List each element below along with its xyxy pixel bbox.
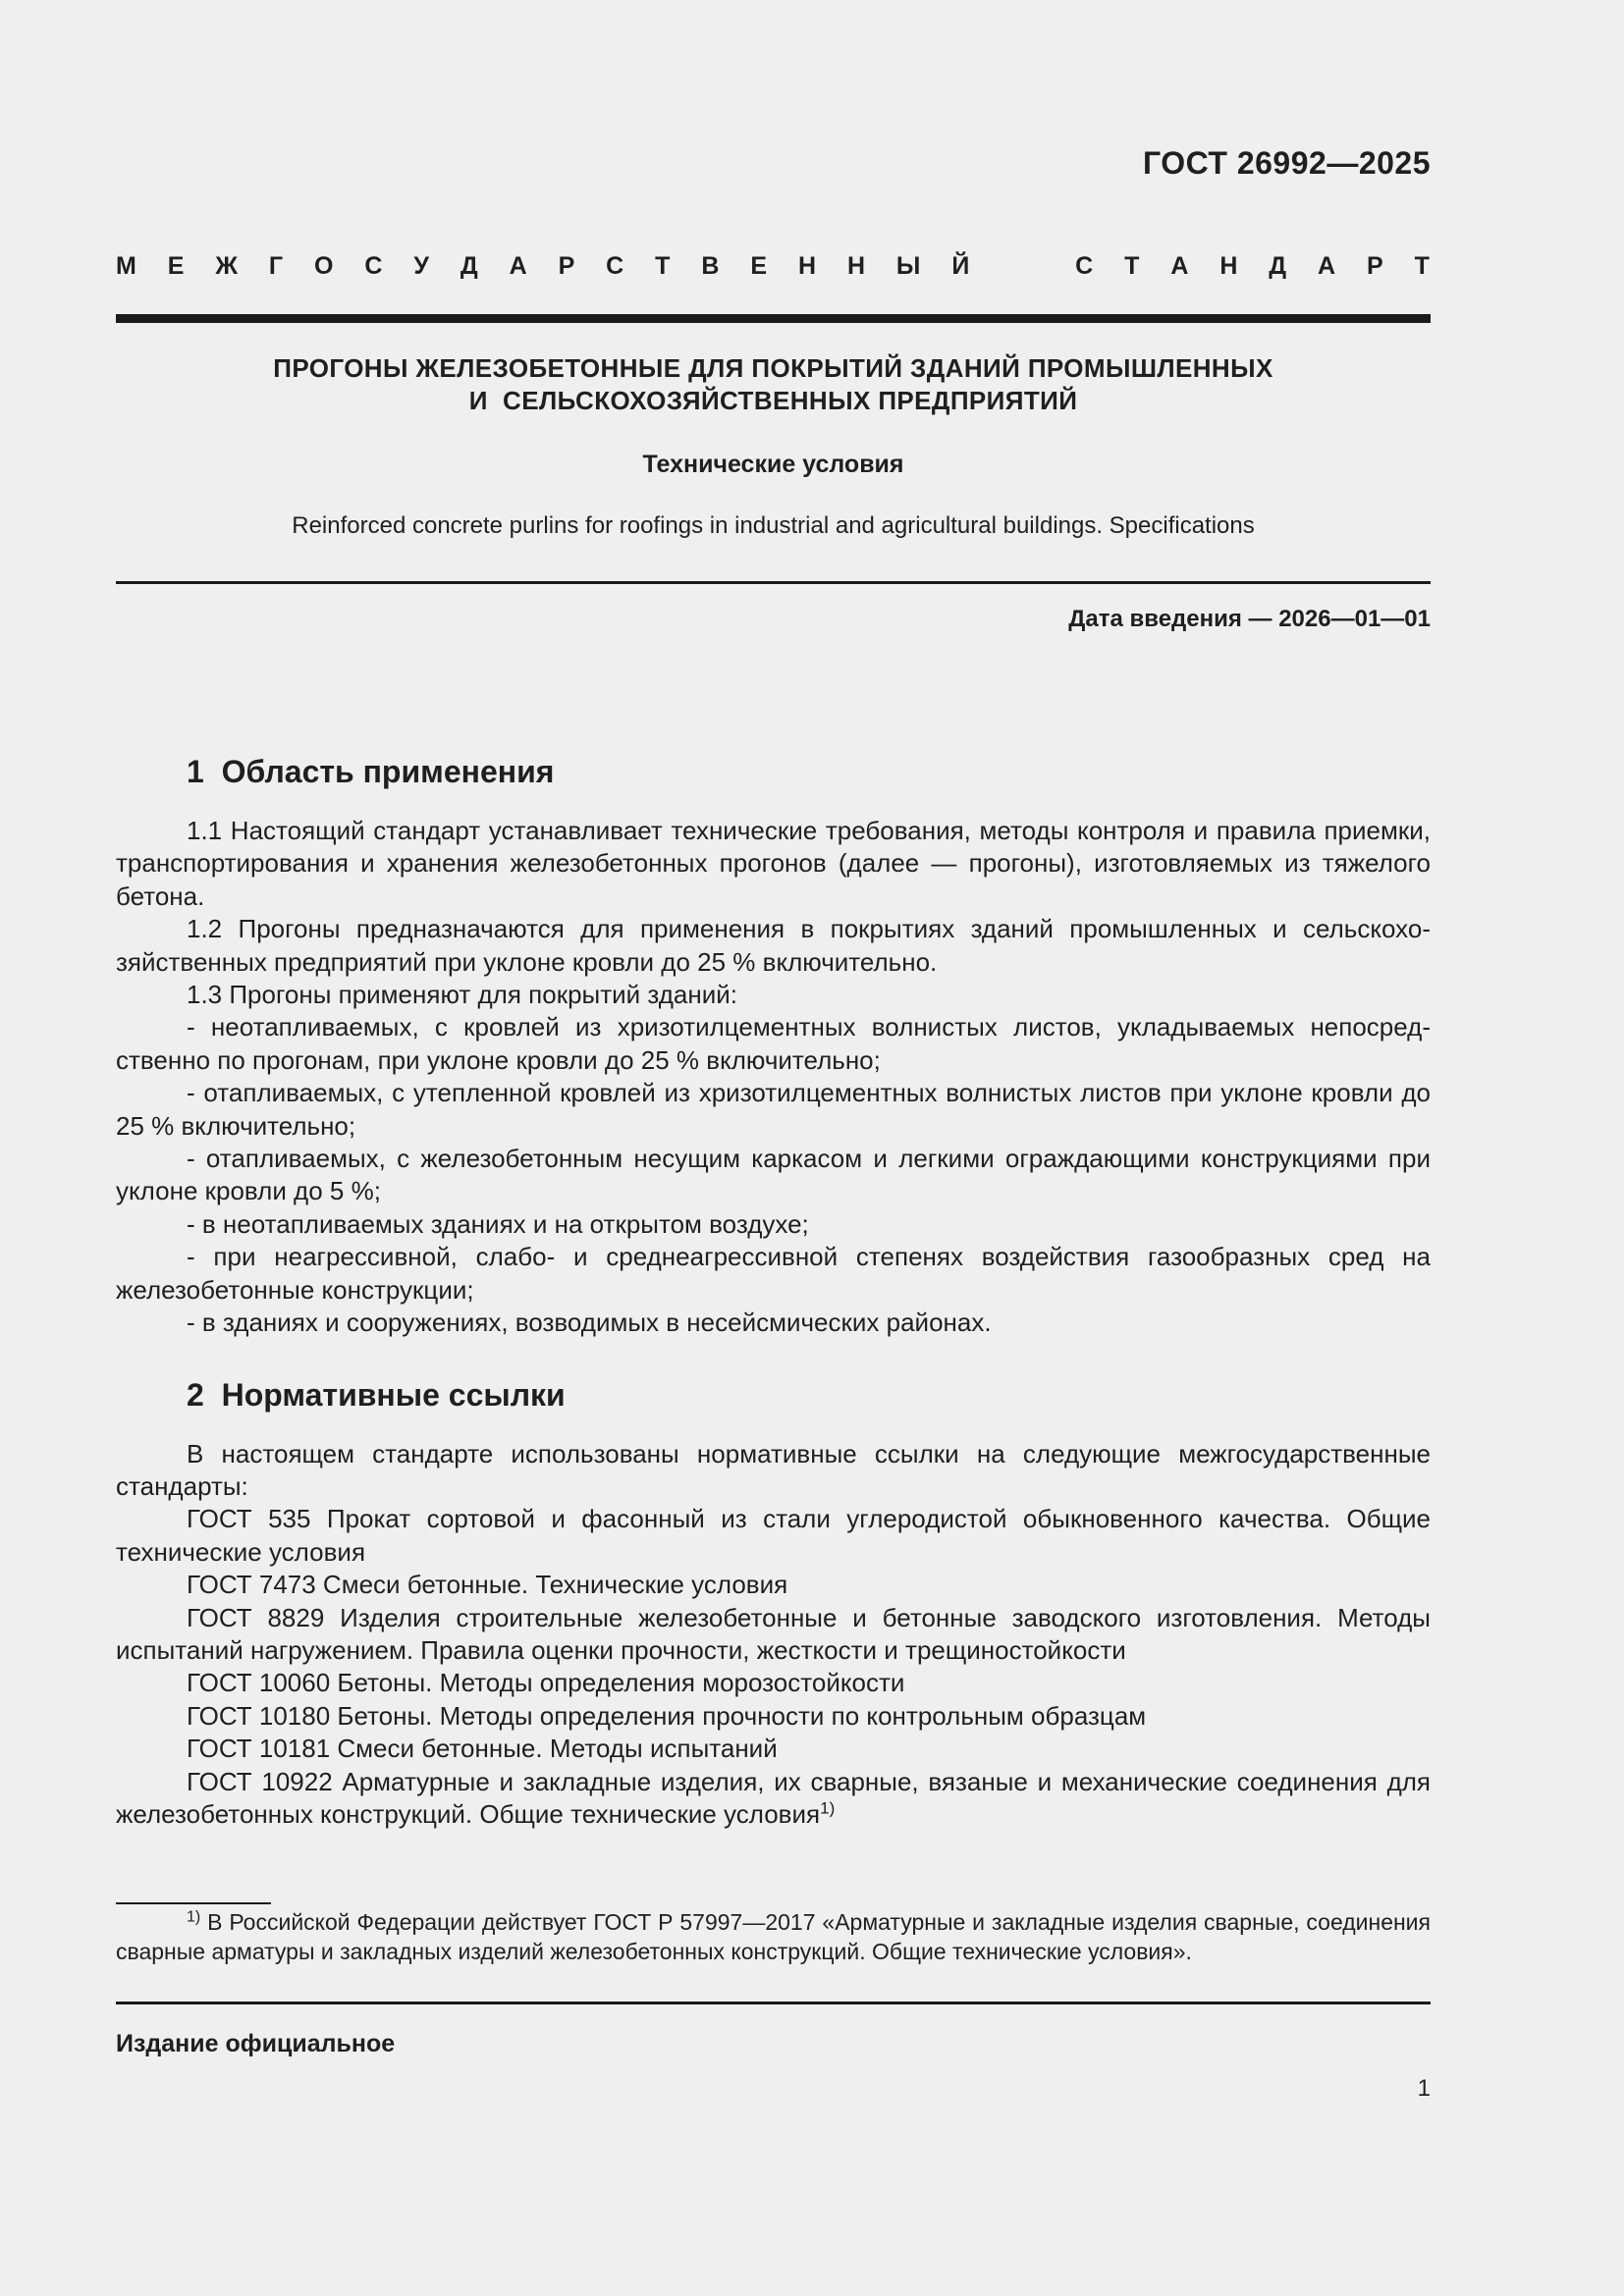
document-number: ГОСТ 26992—2025: [1142, 145, 1431, 181]
title-rule: [116, 581, 1431, 584]
reference-item: ГОСТ 10180 Бетоны. Методы определения прочности по контрольным образцам: [187, 1700, 1147, 1731]
banner-letter: Ж: [215, 252, 238, 280]
section-heading: 2 Нормативные ссылки: [187, 1376, 566, 1413]
banner-letter: Й: [951, 252, 970, 280]
banner-letter: Г: [268, 252, 284, 280]
banner-letter: В: [701, 252, 720, 280]
document-body: [116, 748, 1431, 1831]
banner-letter: А: [509, 252, 527, 280]
interstate-standard-banner: [116, 252, 1430, 281]
official-edition-label: Издание официальное: [116, 2030, 396, 2057]
banner-letter: Т: [1124, 252, 1140, 280]
paragraph: 1.3 Прогоны применяют для покрытий зданий:: [187, 980, 738, 1010]
footnote-marker: 1): [820, 1798, 836, 1818]
header-thick-rule: [116, 314, 1431, 323]
footnote: [116, 1907, 1431, 1966]
introduction-date: Дата введения — 2026—01—01: [1068, 606, 1431, 632]
banner-letter: Д: [1269, 252, 1287, 280]
reference-item-with-footnote: [116, 1766, 1431, 1832]
banner-letter: Е: [750, 252, 768, 280]
banner-letter: Т: [655, 252, 671, 280]
paragraph: В настоящем стандарте использованы нормативные ссылки на следующие межгосударственные стандарты:: [116, 1438, 1431, 1501]
footnote-marker: 1): [187, 1908, 201, 1926]
banner-letter: О: [314, 252, 334, 280]
english-title: Reinforced concrete purlins for roofings in industrial and agricultural buildings. Specifications: [292, 512, 1255, 539]
list-item: - в зданиях и сооружениях, возводимых в несейсмических районах.: [187, 1308, 992, 1338]
banner-letter: Н: [846, 252, 865, 280]
banner-letter: Р: [1367, 252, 1383, 280]
title-line-2: И СЕЛЬСКОХОЗЯЙСТВЕННЫХ ПРЕДПРИЯТИЙ: [468, 386, 1078, 415]
footer-rule: [116, 2002, 1431, 2004]
list-item: - отапливаемых, с утепленной кровлей из хризотилцементных волнистых листов при уклоне кровли до 25 % включительно;: [116, 1078, 1431, 1141]
banner-word-gap: [1001, 252, 1044, 281]
banner-letter: У: [413, 252, 429, 280]
section-heading: 1 Область применения: [187, 754, 555, 789]
footnote-rule: [116, 1902, 271, 1904]
reference-item: ГОСТ 535 Прокат сортовой и фасонный из стали углеродистой обыкновенного качества. Общие технические условия: [116, 1504, 1431, 1567]
banner-letter: Е: [167, 252, 185, 280]
footnote-text: В Российской Федерации действует ГОСТ Р 57997—2017 «Арматурные и закладные изделия сварные, соединения сварные арматуры и закладных изделий железобетонных конструкций. Общие технические условия».: [116, 1909, 1431, 1964]
reference-item: ГОСТ 10060 Бетоны. Методы определения морозостойкости: [187, 1668, 905, 1698]
banner-letter: Н: [1219, 252, 1238, 280]
title-line-1: ПРОГОНЫ ЖЕЛЕЗОБЕТОННЫЕ ДЛЯ ПОКРЫТИЙ ЗДАНИЙ ПРОМЫШЛЕННЫХ: [273, 353, 1273, 383]
document-title: [116, 352, 1431, 417]
banner-letter: М: [116, 252, 136, 280]
reference-text: ГОСТ 10922 Арматурные и закладные изделия, их сварные, вязаные и механические соединения для железобетонных конструкций. Общие технические условия: [116, 1766, 1431, 1829]
banner-letter: С: [1075, 252, 1094, 280]
reference-item: ГОСТ 10181 Смеси бетонные. Методы испытаний: [187, 1734, 778, 1764]
banner-letter: Ы: [895, 252, 921, 280]
list-item: - отапливаемых, с железобетонным несущим каркасом и легкими ограждающими конструкциями при уклоне кровли до 5 %;: [116, 1144, 1431, 1206]
banner-letter: Р: [558, 252, 575, 280]
list-item: - неотапливаемых, с кровлей из хризотилцементных волнистых листов, укладываемых непосредственно по прогонам, при уклоне кровли до 25 % включительно;: [116, 1012, 1431, 1075]
reference-item: ГОСТ 8829 Изделия строительные железобетонные и бетонные заводского изготовления. Методы испытаний нагружением. Правила оценки прочности, жесткости и трещиностойкости: [116, 1602, 1431, 1665]
banner-letter: Т: [1414, 252, 1430, 280]
document-subtitle: Технические условия: [642, 451, 904, 478]
banner-letter: Н: [797, 252, 817, 280]
page-number: 1: [1417, 2075, 1431, 2102]
banner-letter: А: [1170, 252, 1189, 280]
banner-letter: С: [364, 252, 383, 280]
banner-letter: А: [1318, 252, 1336, 280]
paragraph: 1.2 Прогоны предназначаются для применения в покрытиях зданий промышленных и сельскохозяйственных предприятий при уклоне кровли до 25 % включительно.: [116, 914, 1431, 977]
paragraph: 1.1 Настоящий стандарт устанавливает технические требования, методы контроля и правила приемки, транспортирования и хранения железобетонных прогонов (далее — прогоны), изготовляемых из тяжелого бетона.: [116, 816, 1431, 911]
banner-letter: С: [606, 252, 624, 280]
reference-item: ГОСТ 7473 Смеси бетонные. Технические условия: [187, 1570, 788, 1600]
list-item: - в неотапливаемых зданиях и на открытом воздухе;: [187, 1208, 809, 1239]
list-item: - при неагрессивной, слабо- и среднеагрессивной степенях воздействия газообразных сред на железобетонные конструкции;: [116, 1242, 1431, 1305]
banner-letter: Д: [460, 252, 478, 280]
